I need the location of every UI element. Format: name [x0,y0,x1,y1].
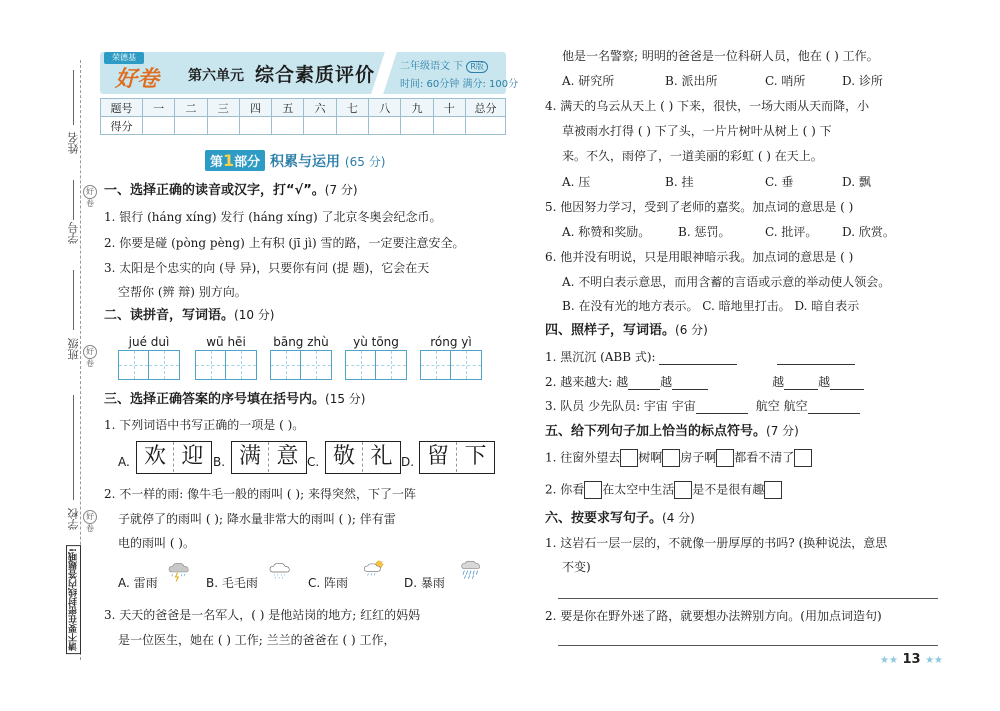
s3-q4-line3: 来。不久，雨停了，一道美丽的彩虹 ( ) 在天上。 [562,149,823,163]
s3-q6-opt-bcd: B. 在没有光的地方表示。 C. 暗地里打击。 D. 暗自表示 [562,299,860,313]
thunderstorm-icon [164,562,194,582]
heavy-rain-icon [456,560,486,580]
s3-q6: 6. 他并没有明说，只是用眼神暗示我。加点词的意思是 ( ) [545,250,854,264]
score-header-cell: 七 [336,99,368,117]
option-c-word: 敬 礼 [325,441,401,474]
s3-q3-opt-a: A. 研究所 [562,74,615,88]
score-header-cell: 四 [239,99,271,117]
part1-title: 积累与运用 [270,154,341,170]
score-header-cell: 五 [272,99,304,117]
exam-title: 综合素质评价 [255,64,376,86]
pinyin-3: bāng zhù [273,335,329,349]
answer-blank[interactable] [672,389,708,390]
score-cell[interactable] [466,117,506,135]
score-cell[interactable] [207,117,239,135]
s4-q2: 2. 越来越大: 越 越 越 越 [545,374,864,390]
part1-number-box: 第1部分 [205,150,265,171]
score-cell[interactable] [143,117,175,135]
score-cell[interactable] [369,117,401,135]
score-cell[interactable] [239,117,271,135]
score-cell[interactable] [401,117,433,135]
s3-q5-opt-b: B. 惩罚。 [678,225,731,239]
section1-title: 一、选择正确的读音或汉字，打“√”。(7 分) [104,183,358,198]
name-label: 姓名 [67,132,80,154]
s3-q3-line1: 3. 天天的爸爸是一名军人，( ) 是他站岗的地方; 红红的妈妈 [104,608,421,622]
rain-option-a: A. 雷雨 [118,576,158,590]
tian-grid-1[interactable] [118,350,180,380]
time-score-label: 时间: 60分钟 满分: 100分 [400,79,519,90]
s3-q1: 1. 下列词语中书写正确的一项是 ( )。 [104,418,305,432]
s3-q2-line2: 子就停了的雨叫 ( ); 降水量非常大的雨叫 ( ); 伴有雷 [118,512,396,526]
s3-q4-line2: 草被雨水打得 ( ) 下了头，一片片树叶从树上 ( ) 下 [562,124,832,138]
s3-q4-opt-c: C. 垂 [765,175,794,189]
part1-banner [205,150,385,171]
punctuation-box[interactable] [662,449,680,467]
score-header-cell: 六 [304,99,336,117]
score-cell[interactable] [175,117,207,135]
s3-q2-line1: 2. 不一样的雨: 像牛毛一般的雨叫 ( ); 来得突然，下了一阵 [104,487,416,501]
answer-line-2[interactable] [558,645,938,646]
score-header-cell: 十 [433,99,465,117]
bind-mark-3: 好卷 [83,510,97,524]
s3-q3-opt-c: C. 哨所 [765,74,806,88]
unit-label: 第六单元 [188,68,244,84]
s3-q2-line3: 电的雨叫 ( )。 [118,536,195,550]
sun-shower-icon [360,560,390,580]
score-row [101,117,506,135]
pinyin-4: yù tōng [353,335,399,349]
option-c-label: C. [307,455,320,469]
score-row-label: 得分 [101,117,143,135]
s1-q1: 1. 银行 (háng xíng) 发行 (háng xíng) 了北京冬奥会纪念币。 [104,210,442,224]
drizzle-icon [265,562,295,582]
punctuation-box[interactable] [620,449,638,467]
option-a-label: A. [118,455,130,469]
s5-q2: 2. 你看 在太空中生活 是不是很有趣 [545,481,782,499]
name-blank[interactable] [73,70,74,125]
answer-blank[interactable] [808,413,860,414]
class-label: 班级 [67,338,80,360]
s3-q4-opt-b: B. 挂 [665,175,694,189]
s3-q4-opt-d: D. 飘 [842,175,871,189]
punctuation-box[interactable] [674,481,692,499]
star-icon: ★★ [925,655,944,666]
score-header-row [101,99,506,117]
rain-option-b: B. 毛毛雨 [206,576,258,590]
score-header-cell: 总分 [466,99,506,117]
star-icon: ★★ [880,655,898,666]
brand-logo: 好卷 [115,67,160,92]
option-d-label: D. [401,455,415,469]
tian-grid-3[interactable] [270,350,332,380]
s6-q1-line2: 不变) [562,560,591,574]
score-header-cell: 一 [143,99,175,117]
part1-points: (65 分) [344,155,386,169]
seal-notice: 请不要在密封线内答题哦! [66,545,81,654]
s5-q1: 1. 往窗外望去 树啊 房子啊 都看不清了 [545,449,812,467]
section5-title: 五、给下列句子加上恰当的标点符号。(7 分) [545,424,799,439]
s4-q3: 3. 队员 少先队员: 宇宙 宇宙 航空 航空 [545,398,860,414]
student-id-blank[interactable] [73,180,74,220]
score-cell[interactable] [433,117,465,135]
rain-option-c: C. 阵雨 [308,576,349,590]
page-number: ★★ 13 ★★ [880,652,944,667]
bind-mark-2: 好卷 [83,345,97,359]
s3-q6-opt-a: A. 不明白表示意思，而用含蓄的言语或示意的举动使人领会。 [562,275,891,289]
punctuation-box[interactable] [794,449,812,467]
score-cell[interactable] [304,117,336,135]
pinyin-1: jué duì [128,335,170,349]
option-d-word: 留 下 [419,441,495,474]
s3-q4-line1: 4. 满天的乌云从天上 ( ) 下来，很快，一场大雨从天而降，小 [545,99,870,113]
student-id-label: 学号 [67,222,80,244]
section6-title: 六、按要求写句子。(4 分) [545,511,695,526]
punctuation-box[interactable] [584,481,602,499]
answer-blank[interactable] [830,389,864,390]
s3-q5-opt-d: D. 欣赏。 [842,225,895,239]
answer-blank[interactable] [777,364,855,365]
tian-grid-5[interactable] [420,350,482,380]
school-blank[interactable] [73,395,74,500]
s3-q4-opt-a: A. 压 [562,175,591,189]
s3-q5: 5. 他因努力学习，受到了老师的嘉奖。加点词的意思是 ( ) [545,200,854,214]
section2-title: 二、读拼音，写词语。(10 分) [104,308,275,323]
s4-q1: 1. 黑沉沉 (ABB 式): [545,349,855,365]
s3-q3-line3: 他是一名警察; 明明的爸爸是一位科研人员，他在 ( ) 工作。 [562,49,879,63]
s3-q3-line2: 是一位医生，她在 ( ) 工作; 兰兰的爸爸在 ( ) 工作， [118,633,396,647]
tian-grid-4[interactable] [345,350,407,380]
s1-q3-line2: 空帮你 (辨 辩) 别方向。 [118,285,247,299]
score-cell[interactable] [272,117,304,135]
s3-q5-opt-c: C. 批评。 [765,225,818,239]
brand-tag: 荣德基 [104,52,144,64]
answer-blank[interactable] [784,389,818,390]
answer-line-1[interactable] [558,598,938,599]
option-b-word: 满 意 [231,441,307,474]
score-header-cell: 九 [401,99,433,117]
answer-blank[interactable] [659,364,737,365]
option-b-label: B. [213,455,226,469]
edition-badge: R版 [466,61,488,73]
section3-title: 三、选择正确答案的序号填在括号内。(15 分) [104,392,366,407]
class-blank[interactable] [73,270,74,330]
option-a-word: 欢 迎 [136,441,212,474]
score-header-cell: 二 [175,99,207,117]
school-label: 学校 [67,508,80,530]
s1-q3-line1: 3. 太阳是个忠实的向 (导 异)，只要你有问 (提 题)，它会在天 [104,261,430,275]
tian-grid-2[interactable] [195,350,257,380]
section4-title: 四、照样子，写词语。(6 分) [545,323,708,338]
grade-label: 二年级语文 下 R版 [400,57,488,73]
score-header-cell: 八 [369,99,401,117]
score-cell[interactable] [336,117,368,135]
pinyin-2: wū hēi [206,335,246,349]
s6-q2: 2. 要是你在野外迷了路，就要想办法辨别方向。(用加点词造句) [545,609,882,623]
s3-q5-opt-a: A. 称赞和奖励。 [562,225,651,239]
s6-q1-line1: 1. 这岩石一层一层的，不就像一册厚厚的书吗? (换种说法，意思 [545,536,888,550]
bind-mark-1: 好卷 [83,185,97,199]
s3-q3-opt-b: B. 派出所 [665,74,718,88]
pinyin-5: róng yì [430,335,472,349]
score-table [100,98,506,135]
rain-option-d: D. 暴雨 [404,576,445,590]
answer-blank[interactable] [696,413,748,414]
answer-blank[interactable] [628,389,660,390]
punctuation-box[interactable] [764,481,782,499]
s1-q2: 2. 你要是碰 (pòng pèng) 上有积 (jī jì) 雪的路，一定要注意安全。 [104,236,465,250]
punctuation-box[interactable] [716,449,734,467]
s3-q3-opt-d: D. 诊所 [842,74,883,88]
score-header-cell: 题号 [101,99,143,117]
score-header-cell: 三 [207,99,239,117]
